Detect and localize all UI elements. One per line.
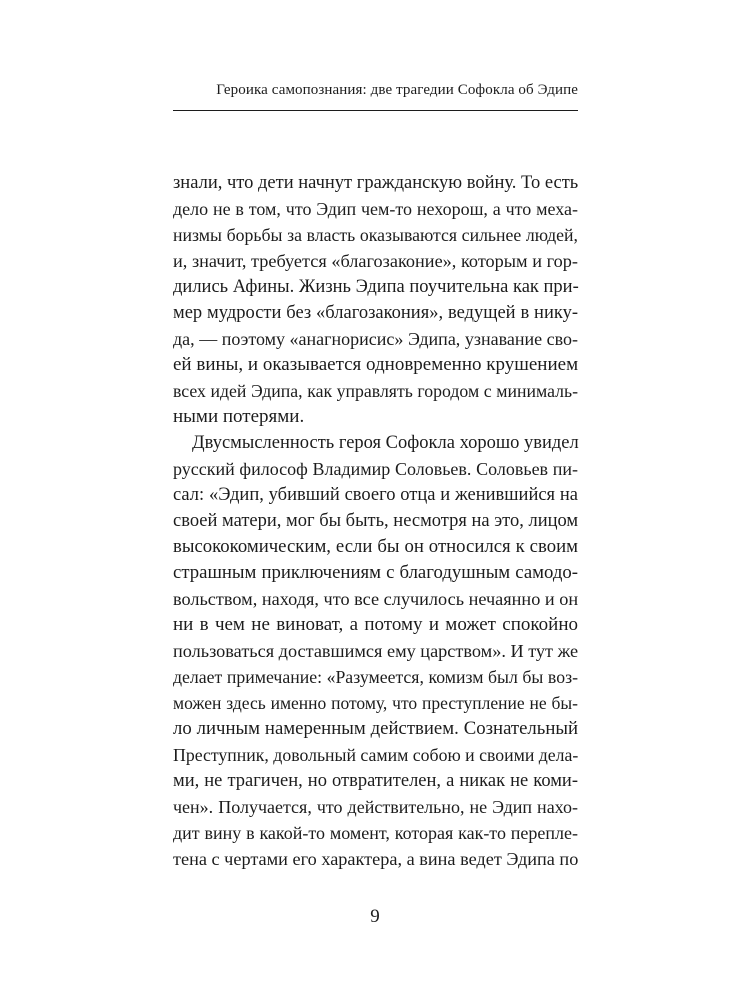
- text-line: ло личным намеренным действием. Сознательный: [173, 718, 578, 739]
- text-line: дились Афины. Жизнь Эдипа поучительна как при-: [173, 277, 579, 297]
- running-head: Героика самопознания: две трагедии Софокла об Эдипе: [216, 82, 578, 98]
- text-line: ей вины, и оказывается одновременно крушением: [173, 354, 579, 375]
- text-line: тена с чертами его характера, а вина ведет Эдипа по: [173, 849, 579, 869]
- text-line: сал: «Эдип, убивший своего отца и женившийся на: [173, 485, 578, 505]
- text-line: высококомическим, если бы он относился к своим: [173, 536, 578, 557]
- text-line: русский философ Владимир Соловьев. Соловьев пи-: [173, 459, 578, 479]
- text-line: и, значит, требуется «благозаконие», которым и гор-: [173, 251, 578, 271]
- text-line: вольством, находя, что все случилось нечаянно и он: [173, 589, 579, 609]
- text-line: мер мудрости без «благозакония», ведущей в нику-: [173, 303, 578, 323]
- text-line: всех идей Эдипа, как управлять городом с минималь-: [173, 381, 578, 401]
- header-rule: [173, 110, 578, 111]
- page-number: 9: [370, 906, 380, 927]
- text-line: делает примечание: «Разумеется, комизм был бы воз-: [173, 667, 578, 687]
- paragraph-2: [173, 430, 578, 872]
- text-line: своей матери, мог бы быть, несмотря на это, лицом: [173, 511, 579, 531]
- text-line: чен». Получается, что действительно, не Эдип нахо-: [173, 797, 578, 817]
- text-line: низмы борьбы за власть оказываются сильнее людей,: [173, 225, 578, 245]
- text-line: ми, не трагичен, но отвратителен, а никак не коми-: [173, 771, 578, 791]
- text-line: да, — поэтому «анагнорисис» Эдипа, узнавание сво-: [173, 329, 578, 349]
- text-line: можен здесь именно потому, что преступление не бы-: [173, 693, 578, 713]
- text-line: ни в чем не виноват, а потому и может спокойно: [173, 614, 578, 635]
- text-line: дит вину в какой-то момент, которая как-то перепле-: [173, 823, 578, 843]
- text-line: дело не в том, что Эдип чем-то нехорош, а что меха-: [173, 199, 578, 219]
- paragraph-1: [173, 170, 578, 430]
- text-line: ными потерями.: [173, 406, 305, 427]
- text-line: страшным приключениям с благодушным самодо-: [173, 562, 578, 583]
- text-line: знали, что дети начнут гражданскую войну. То есть: [173, 173, 579, 193]
- body-text: [173, 170, 578, 872]
- text-line: пользоваться доставшимся ему царством». И тут же: [173, 641, 579, 661]
- text-line: Преступник, довольный самим собою и своими дела-: [173, 745, 579, 765]
- text-line: Двусмысленность героя Софокла хорошо увидел: [192, 433, 579, 453]
